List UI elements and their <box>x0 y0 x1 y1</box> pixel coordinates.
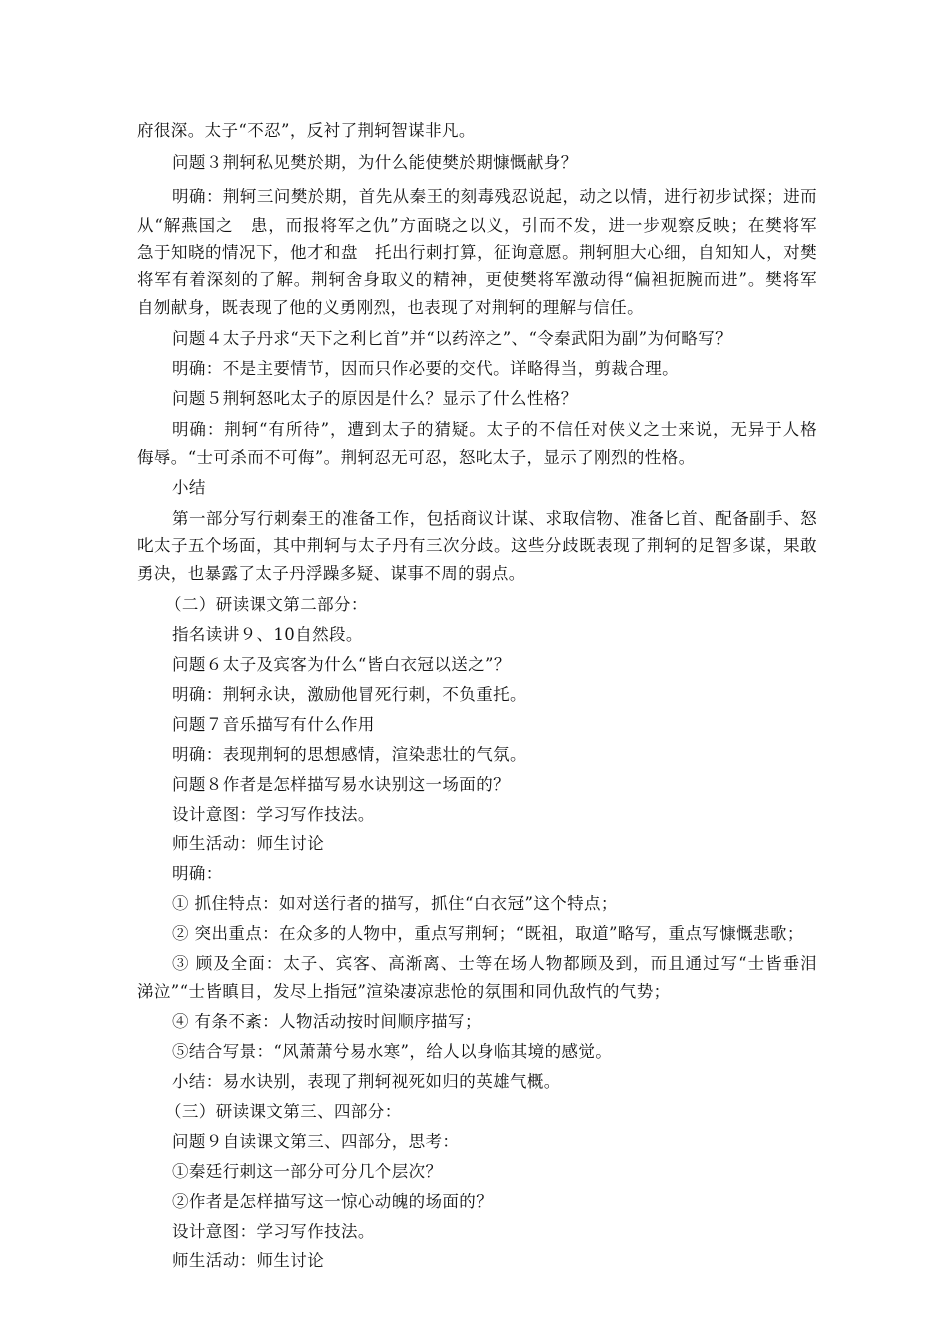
teacher-student-activity-2: 师生活动：师生讨论 <box>172 1251 325 1270</box>
summary-line-2: 叱太子五个场面，其中荆轲与太子丹有三次分歧。这些分歧既表现了荆轲的足智多谋，果敢 <box>137 536 817 555</box>
point-3-line-1: ③ 顾及全面：太子、宾客、高渐离、士等在场人物都顾及到，而且通过写“士皆垂泪 <box>172 954 817 973</box>
summary-heading: 小结 <box>172 478 206 497</box>
answer-7: 明确：表现荆轲的思想感情，渲染悲壮的气氛。 <box>172 745 527 764</box>
question-8: 问题８作者是怎样描写易水诀别这一场面的？ <box>172 775 510 794</box>
instruction-read: 指名读讲９、10自然段。 <box>172 625 363 644</box>
question-6: 问题６太子及宾客为什么“皆白衣冠以送之”？ <box>172 655 511 674</box>
teacher-student-activity: 师生活动：师生讨论 <box>172 834 325 853</box>
point-1: ① 抓住特点：如对送行者的描写，抓住“白衣冠”这个特点； <box>172 894 618 913</box>
summary-line-3: 勇决，也暴露了太子丹浮躁多疑、谋事不周的弱点。 <box>137 564 526 583</box>
section-heading-2: （二）研读课文第二部分： <box>165 595 368 614</box>
answer-8-label: 明确： <box>172 864 223 883</box>
section-heading-3: （三）研读课文第三、四部分： <box>165 1102 402 1121</box>
answer-3-line-1: 明确：荆轲三问樊於期，首先从秦王的刻毒残忍说起，动之以情，进行初步试探；进而 <box>172 187 817 206</box>
answer-3-line-4: 将军有着深刻的了解。荆轲舍身取义的精神，更使樊将军激动得“偏袒扼腕而进”。樊将军 <box>137 270 817 289</box>
question-3: 问题３荆轲私见樊於期，为什么能使樊於期慷慨献身？ <box>172 153 578 172</box>
summary-line-1: 第一部分写行刺秦王的准备工作，包括商议计谋、求取信物、准备匕首、配备副手、怒 <box>172 509 817 528</box>
design-intent-2: 设计意图：学习写作技法。 <box>172 1222 375 1241</box>
question-5: 问题５荆轲怒叱太子的原因是什么？显示了什么性格？ <box>172 389 578 408</box>
answer-3-line-3: 急于知晓的情况下，他才和盘 托出行刺打算，征询意愿。荆轲胆大心细，自知知人，对樊 <box>137 243 817 262</box>
sub-question-1: ①秦廷行刺这一部分可分几个层次？ <box>172 1162 443 1181</box>
question-7: 问题７音乐描写有什么作用 <box>172 715 375 734</box>
point-5: ⑤结合写景：“风萧萧兮易水寒”，给人以身临其境的感觉。 <box>172 1042 613 1061</box>
design-intent: 设计意图：学习写作技法。 <box>172 805 375 824</box>
point-3-line-2: 涕泣”“士皆瞋目，发尽上指冠”渲染凄凉悲怆的氛围和同仇敌忾的气势； <box>137 982 671 1001</box>
answer-4: 明确：不是主要情节，因而只作必要的交代。详略得当，剪裁合理。 <box>172 359 679 378</box>
summary-2: 小结：易水诀别，表现了荆轲视死如归的英雄气概。 <box>172 1072 561 1091</box>
sub-question-2: ②作者是怎样描写这一惊心动魄的场面的？ <box>172 1192 494 1211</box>
question-9: 问题９自读课文第三、四部分，思考： <box>172 1132 460 1151</box>
answer-6: 明确：荆轲永诀，激励他冒死行刺，不负重托。 <box>172 685 527 704</box>
answer-5-line-1: 明确：荆轲“有所待”，遭到太子的猜疑。太子的不信任对侠义之士来说，无异于人格 <box>172 420 817 439</box>
question-4: 问题４太子丹求“天下之利匕首”并“以药淬之”、“令秦武阳为副”为何略写？ <box>172 329 733 348</box>
point-4: ④ 有条不紊：人物活动按时间顺序描写； <box>172 1012 482 1031</box>
point-2: ② 突出重点：在众多的人物中，重点写荆轲；“既祖，取道”略写，重点写慷慨悲歌； <box>172 924 804 943</box>
answer-3-line-5: 自刎献身，既表现了他的义勇刚烈，也表现了对荆轲的理解与信任。 <box>137 298 644 317</box>
answer-5-line-2: 侮辱。“士可杀而不可侮”。荆轲忍无可忍，怒叱太子，显示了刚烈的性格。 <box>137 448 696 467</box>
answer-3-line-2: 从“解燕国之 患，而报将军之仇”方面晓之以义，引而不发，进一步观察反映；在樊将军 <box>137 216 817 235</box>
text-line: 府很深。太子“不忍”，反衬了荆轲智谋非凡。 <box>137 121 476 140</box>
